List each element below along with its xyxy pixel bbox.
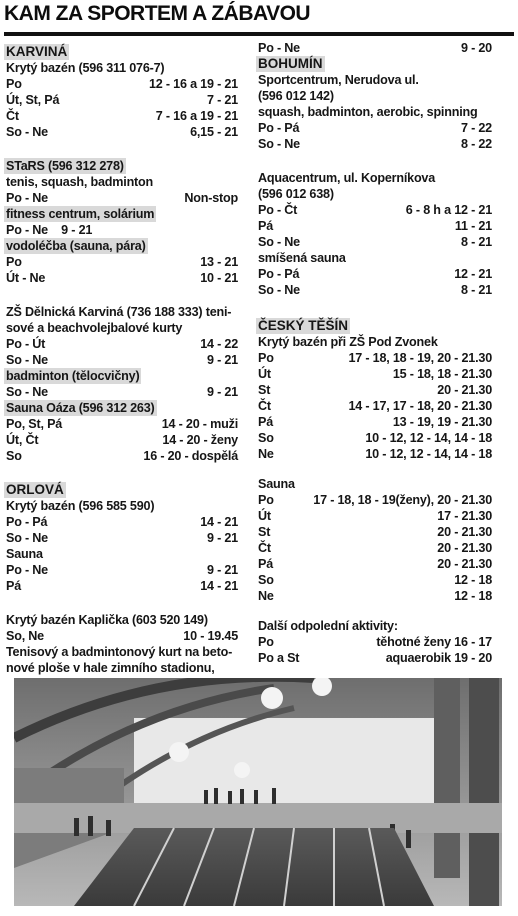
schedule-row: Po 17 - 18, 18 - 19(ženy), 20 - 21.30 [258, 493, 492, 507]
stars-sub: tenis, squash, badminton [6, 175, 154, 189]
schedule-row: So 10 - 12, 12 - 14, 14 - 18 [258, 431, 492, 445]
schedule-row: Pá 13 - 19, 19 - 21.30 [258, 415, 492, 429]
other-activities-heading: Další odpolední aktivity: [258, 619, 398, 633]
schedule-row: So - Ne 8 - 21 [258, 283, 492, 297]
schedule-row: Po 17 - 18, 18 - 19, 20 - 21.30 [258, 351, 492, 365]
schedule-row: So, Ne 10 - 19.45 [6, 629, 238, 643]
sportcentrum-sub: squash, badminton, aerobic, spinning [258, 105, 478, 119]
schedule-row: Čt 7 - 16 a 19 - 21 [6, 109, 238, 123]
city-bohumin: BOHUMÍN [258, 56, 323, 71]
orlova-pool-name: Krytý bazén (596 585 590) [6, 499, 155, 513]
schedule-row: St 20 - 21.30 [258, 383, 492, 397]
schedule-row: Po 13 - 21 [6, 255, 238, 269]
fitness-row: Po - Ne 9 - 21 [6, 223, 93, 237]
stars-name: STaRS (596 312 278) [6, 159, 124, 173]
schedule-row: Po, St, Pá 14 - 20 - muži [6, 417, 238, 431]
schedule-row: Út, St, Pá 7 - 21 [6, 93, 238, 107]
schedule-row: Po - Pá 14 - 21 [6, 515, 238, 529]
kaplicka-text-2: nové ploše v hale zimního stadionu, [6, 661, 215, 675]
schedule-row: Po a St aquaerobik 19 - 20 [258, 651, 492, 665]
schedule-row: Po - Pá 12 - 21 [258, 267, 492, 281]
schedule-row: So 16 - 20 - dospělá [6, 449, 238, 463]
schedule-row: So - Ne 8 - 22 [258, 137, 492, 151]
schedule-row: Út 15 - 18, 18 - 21.30 [258, 367, 492, 381]
city-karvina: KARVINÁ [6, 44, 68, 59]
schedule-row: So - Ne 9 - 21 [6, 353, 238, 367]
schedule-row: Po - Ne 9 - 20 [258, 41, 492, 55]
schedule-row: Po - Čt 6 - 8 h a 12 - 21 [258, 203, 492, 217]
schedule-row: Po 12 - 16 a 19 - 21 [6, 77, 238, 91]
karvina-pool-name: Krytý bazén (596 311 076-7) [6, 61, 165, 75]
schedule-row: Po těhotné ženy 16 - 17 [258, 635, 492, 649]
schedule-row: Po - Út 14 - 22 [6, 337, 238, 351]
aquacentrum-phone: (596 012 638) [258, 187, 334, 201]
schedule-row: So - Ne 8 - 21 [258, 235, 492, 249]
right-column [258, 40, 492, 666]
left-column [6, 40, 238, 676]
tesin-pool-name: Krytý bazén při ZŠ Pod Zvonek [258, 335, 438, 349]
swimming-pool-photo [14, 678, 502, 906]
tesin-sauna-heading: Sauna [258, 477, 295, 491]
aqua-sauna-heading: smíšená sauna [258, 251, 346, 265]
schedule-row: So 12 - 18 [258, 573, 492, 587]
schedule-row: Čt 20 - 21.30 [258, 541, 492, 555]
sportcentrum-name: Sportcentrum, Nerudova ul. [258, 73, 419, 87]
schedule-row: Čt 14 - 17, 17 - 18, 20 - 21.30 [258, 399, 492, 413]
sportcentrum-phone: (596 012 142) [258, 89, 334, 103]
fitness-heading: fitness centrum, solárium [6, 207, 155, 221]
schedule-row: Ne 12 - 18 [258, 589, 492, 603]
city-orlova: ORLOVÁ [6, 482, 64, 497]
kaplicka-name: Krytý bazén Kaplička (603 520 149) [6, 613, 208, 627]
title-rule [4, 32, 514, 36]
kaplicka-text-1: Tenisový a badmintonový kurt na beto- [6, 645, 233, 659]
schedule-row: Út - Ne 10 - 21 [6, 271, 238, 285]
schedule-row: Po - Ne Non-stop [6, 191, 238, 205]
schedule-row: Po - Pá 7 - 22 [258, 121, 492, 135]
schedule-row: St 20 - 21.30 [258, 525, 492, 539]
schedule-row: So - Ne 9 - 21 [6, 385, 238, 399]
aquacentrum-name: Aquacentrum, ul. Koperníkova [258, 171, 436, 185]
schedule-row: So - Ne 9 - 21 [6, 531, 238, 545]
zs-name: ZŠ Dělnická Karviná (736 188 333) teni- [6, 305, 232, 319]
zs-name-2: sové a beachvolejbalové kurty [6, 321, 183, 335]
city-cesky-tesin: ČESKÝ TĚŠÍN [258, 318, 349, 333]
schedule-row: Po - Ne 9 - 21 [6, 563, 238, 577]
schedule-row: Pá 14 - 21 [6, 579, 238, 593]
pool-illustration [14, 678, 502, 906]
schedule-row: Út 17 - 21.30 [258, 509, 492, 523]
schedule-row: So - Ne 6,15 - 21 [6, 125, 238, 139]
schedule-row: Út, Čt 14 - 20 - ženy [6, 433, 238, 447]
schedule-row: Ne 10 - 12, 12 - 14, 14 - 18 [258, 447, 492, 461]
schedule-row: Pá 11 - 21 [258, 219, 492, 233]
vodo-heading: vodoléčba (sauna, pára) [6, 239, 146, 253]
schedule-row: Pá 20 - 21.30 [258, 557, 492, 571]
badminton-heading: badminton (tělocvičny) [6, 369, 140, 383]
page-title: KAM ZA SPORTEM A ZÁBAVOU [4, 2, 311, 25]
orlova-sauna-heading: Sauna [6, 547, 43, 561]
sauna-oaza-heading: Sauna Oáza (596 312 263) [6, 401, 155, 415]
